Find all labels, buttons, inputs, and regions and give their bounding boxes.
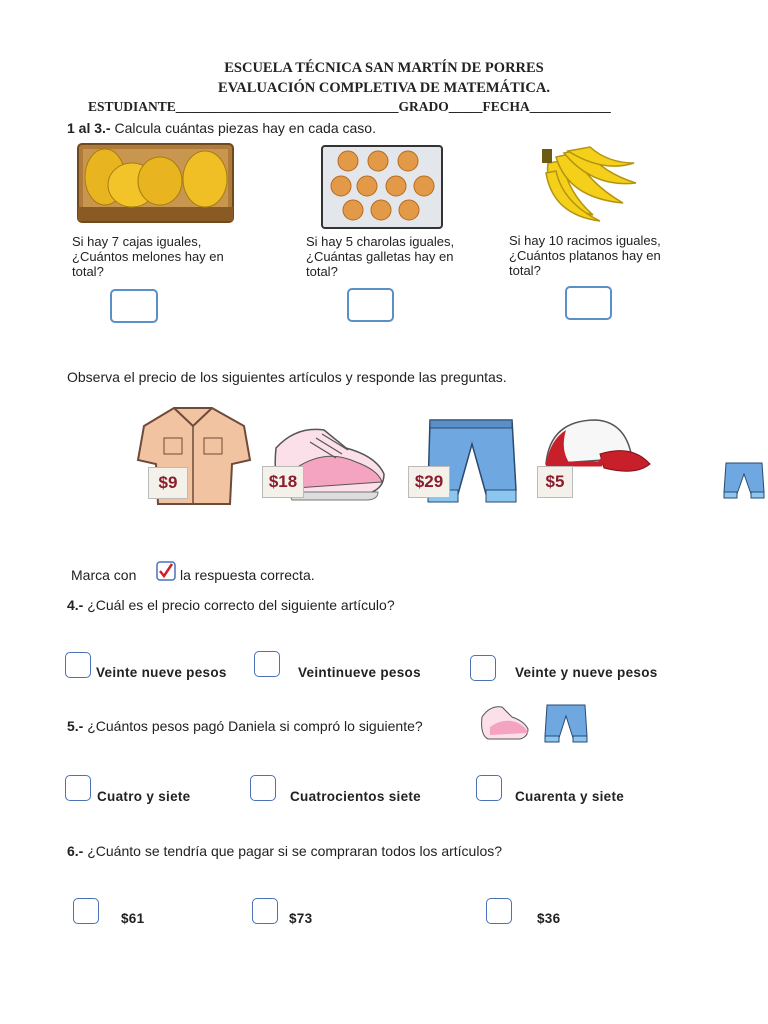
q4-option-2-label: Veintinueve pesos <box>298 665 421 680</box>
pants-small-icon-2 <box>544 704 588 744</box>
school-name: ESCUELA TÉCNICA SAN MARTÍN DE PORRES <box>224 60 544 76</box>
mark-instruction-before: Marca con <box>71 567 137 583</box>
pants-small-icon <box>723 462 765 500</box>
question-4 <box>67 597 395 613</box>
q4-option-1-label: Veinte nueve pesos <box>96 665 227 680</box>
section1-number: 1 al 3.- <box>67 120 111 136</box>
question-6-number: 6.- <box>67 843 84 859</box>
melon-answer-box[interactable] <box>110 289 158 323</box>
question-4-text: ¿Cuál es el precio correcto del siguiente artículo? <box>87 597 395 613</box>
q5-option-2-label: Cuatrocientos siete <box>290 789 421 804</box>
q6-option-1-label: $61 <box>121 911 145 926</box>
q6-option-2-checkbox[interactable] <box>252 898 278 924</box>
q5-option-1-checkbox[interactable] <box>65 775 91 801</box>
q5-option-3-checkbox[interactable] <box>476 775 502 801</box>
section1-text: Calcula cuántas piezas hay en cada caso. <box>114 120 376 136</box>
pants-price-tag: $29 <box>408 466 450 498</box>
question-5-text: ¿Cuántos pesos pagó Daniela si compró lo siguiente? <box>87 718 423 734</box>
section1-instruction <box>67 120 376 136</box>
cookie-tray-icon <box>321 145 443 229</box>
melon-box-icon <box>77 143 234 223</box>
mark-instruction-after: la respuesta correcta. <box>180 567 315 583</box>
cookie-question: Si hay 5 charolas iguales, ¿Cuántas galletas hay en total? <box>306 234 455 279</box>
banana-bunch-icon <box>538 143 640 223</box>
sneakers-price-tag: $18 <box>262 466 304 498</box>
q4-option-3-label: Veinte y nueve pesos <box>515 665 658 680</box>
q5-option-3-label: Cuarenta y siete <box>515 789 625 804</box>
student-fields[interactable]: ESTUDIANTE_________________________________GRADO_____FECHA____________ <box>88 99 611 114</box>
cookie-answer-box[interactable] <box>347 288 394 322</box>
melon-question: Si hay 7 cajas iguales, ¿Cuántos melones hay en total? <box>72 234 224 279</box>
question-5-number: 5.- <box>67 718 84 734</box>
shirt-price-tag: $9 <box>148 467 188 499</box>
q4-option-2-checkbox[interactable] <box>254 651 280 677</box>
checked-checkbox-icon <box>156 561 176 581</box>
banana-question: Si hay 10 racimos iguales, ¿Cuántos platanos hay en total? <box>509 233 661 278</box>
q4-option-1-checkbox[interactable] <box>65 652 91 678</box>
question-5 <box>67 718 423 734</box>
banana-answer-box[interactable] <box>565 286 612 320</box>
exam-title: EVALUACIÓN COMPLETIVA DE MATEMÁTICA. <box>218 80 550 96</box>
q6-option-3-label: $36 <box>537 911 561 926</box>
q5-option-2-checkbox[interactable] <box>250 775 276 801</box>
question-4-number: 4.- <box>67 597 84 613</box>
q6-option-1-checkbox[interactable] <box>73 898 99 924</box>
cap-price-tag: $5 <box>537 466 573 498</box>
sneakers-small-icon <box>478 703 530 743</box>
q4-option-3-checkbox[interactable] <box>470 655 496 681</box>
q5-option-1-label: Cuatro y siete <box>97 789 191 804</box>
q6-option-3-checkbox[interactable] <box>486 898 512 924</box>
q6-option-2-label: $73 <box>289 911 313 926</box>
question-6 <box>67 843 502 859</box>
question-6-text: ¿Cuánto se tendría que pagar si se compraran todos los artículos? <box>87 843 503 859</box>
section2-instruction: Observa el precio de los siguientes artículos y responde las preguntas. <box>67 369 507 385</box>
